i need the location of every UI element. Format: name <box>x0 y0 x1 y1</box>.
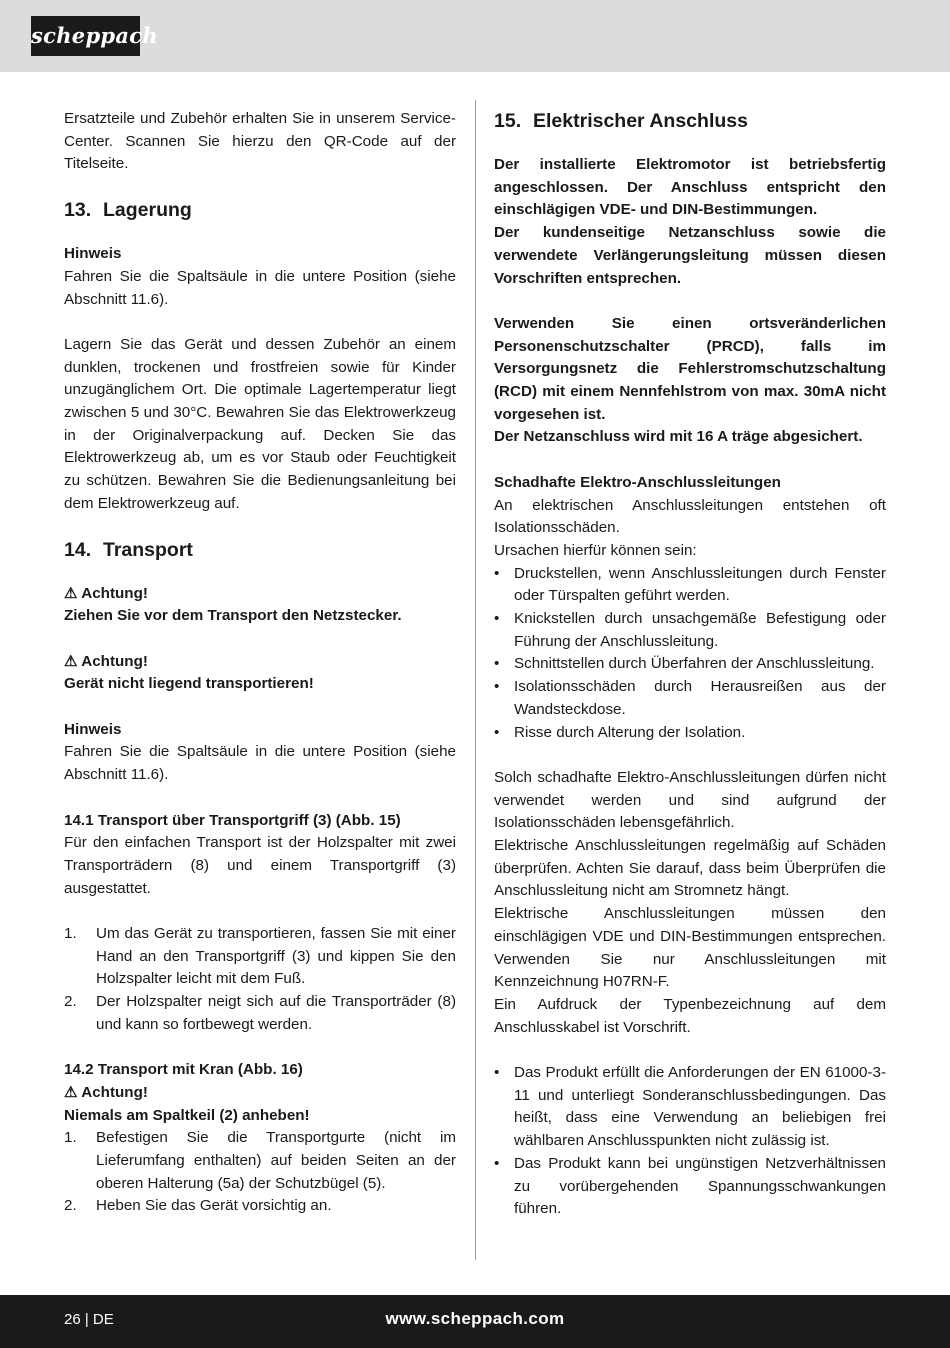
section-14-2-warning-label: ⚠ Achtung! <box>64 1083 148 1101</box>
intro-paragraph: Ersatzteile und Zubehör erhalten Sie in unserem Service-Center. Scannen Sie hierzu den QR-Code auf der Titelseite. <box>64 110 456 173</box>
step-text: Befestigen Sie die Transportgurte (nicht im Lieferumfang enthalten) auf beiden Seiten an der oberen Halterung (5a) der Schutzbügel (5). <box>96 1129 456 1192</box>
list-item <box>64 1127 456 1195</box>
column-divider <box>475 100 476 1260</box>
list-item <box>64 923 456 991</box>
section-14-1-steps <box>64 923 456 1037</box>
warning-1-text: Ziehen Sie vor dem Transport den Netzstecker. <box>64 607 402 625</box>
list-item: • Das Produkt erfüllt die Anforderungen der EN 61000-3-11 und unterliegt Sonderanschlussbedingungen. Das heißt, dass eine Verwendung an beliebigen frei wählbaren Anschlusspunkten nicht zulässig ist. <box>494 1062 886 1153</box>
section-13-title: Lagerung <box>103 199 192 222</box>
section-15-number: 15. <box>494 110 522 132</box>
step-number: 2. <box>64 1197 77 1215</box>
website-url: www.scheppach.com <box>385 1309 565 1328</box>
step-text: Heben Sie das Gerät vorsichtig an. <box>96 1197 332 1215</box>
section-14-1-body: Für den einfachen Transport ist der Holzspalter mit zwei Transporträdern (8) und einem Transportgriff (3) ausgestattet. <box>64 834 456 897</box>
scheppach-logo: scheppach <box>31 16 140 56</box>
check-cables-text: Elektrische Anschlussleitungen regelmäßig auf Schäden überprüfen. Achten Sie darauf, dass beim Überprüfen die Anschlussleitung nicht am Stromnetz hängt. <box>494 837 886 900</box>
section-14-number: 14. <box>64 538 92 561</box>
step-number: 2. <box>64 993 77 1011</box>
compliance-list <box>494 1062 886 1221</box>
section-14-note-text: Fahren Sie die Spaltsäule in die untere Position (siehe Abschnitt 11.6). <box>64 743 456 784</box>
section-13-body: Lagern Sie das Gerät und dessen Zubehör an einem dunklen, trockenen und frostfreien sowie für Kinder unzugänglichem Ort. Die optimale Lagertemperatur liegt zwischen 5 und 30°C. Bewahren Sie das Elektrowerkzeug in der Originalverpackung auf. Decken Sie das Elektrowerkzeug ab, um es vor Staub oder Feuchtigkeit zu schützen. Bewahren Sie die Bedienungsanleitung bei dem Elektrowerkzeug auf. <box>64 335 456 512</box>
list-item: • Risse durch Alterung der Isolation. <box>494 722 886 745</box>
section-13-heading <box>64 197 456 223</box>
section-15-heading <box>494 108 886 134</box>
prcd-text: Verwenden Sie einen ortsveränderlichen Personenschutzschalter (PRCD), falls im Versorgungsnetz die Fehlerstromschutzschaltung (RCD) mit einem Nennfehlstrom von max. 30mA nicht vorgesehen ist. <box>494 314 886 423</box>
section-14-1-title: 14.1 Transport über Transportgriff (3) (Abb. 15) <box>64 811 401 829</box>
list-item: • Knickstellen durch unsachgemäße Befestigung oder Führung der Anschlussleitung. <box>494 608 886 653</box>
right-column <box>494 108 886 1221</box>
damaged-cables-warning: Solch schadhafte Elektro-Anschlussleitungen dürfen nicht verwendet werden und sind aufgrund der Isolationsschäden lebensgefährlich. <box>494 768 886 832</box>
damaged-cables-intro: An elektrischen Anschlussleitungen entstehen oft Isolationsschäden. <box>494 496 886 537</box>
section-14-note-label: Hinweis <box>64 720 122 738</box>
warning-1-label: ⚠ Achtung! <box>64 584 148 602</box>
causes-list <box>494 563 886 745</box>
type-label-text: Ein Aufdruck der Typenbezeichnung auf dem Anschlusskabel ist Vorschrift. <box>494 995 886 1036</box>
step-text: Der Holzspalter neigt sich auf die Transporträder (8) und kann so fortbewegt werden. <box>96 993 456 1033</box>
page-number: 26 | DE <box>64 1311 114 1328</box>
fuse-text: Der Netzanschluss wird mit 16 A träge abgesichert. <box>494 428 863 446</box>
section-14-2-steps <box>64 1127 456 1218</box>
damaged-cables-title: Schadhafte Elektro-Anschlussleitungen <box>494 473 781 491</box>
page-footer <box>0 1295 950 1348</box>
section-14-2-warning-text: Niemals am Spaltkeil (2) anheben! <box>64 1106 310 1124</box>
section-14-2-title: 14.2 Transport mit Kran (Abb. 16) <box>64 1061 303 1079</box>
page-header <box>0 0 950 72</box>
list-item: • Schnittstellen durch Überfahren der Anschlussleitung. <box>494 653 886 676</box>
warning-2-label: ⚠ Achtung! <box>64 652 148 670</box>
section-13-note-label: Hinweis <box>64 245 122 263</box>
section-14-heading <box>64 537 456 563</box>
list-item <box>64 991 456 1036</box>
section-13-number: 13. <box>64 199 92 222</box>
warning-2-text: Gerät nicht liegend transportieren! <box>64 675 314 693</box>
step-number: 1. <box>64 1129 77 1147</box>
vde-din-text: Elektrische Anschlussleitungen müssen den einschlägigen VDE und DIN-Bestimmungen entsprechen. Verwenden Sie nur Anschlussleitungen mit Kennzeichnung H07RN-F. <box>494 905 886 991</box>
list-item: • Druckstellen, wenn Anschlussleitungen durch Fenster oder Türspalten geführt werden. <box>494 563 886 608</box>
step-number: 1. <box>64 925 77 943</box>
section-15-title: Elektrischer Anschluss <box>533 110 748 132</box>
customer-connection-text: Der kundenseitige Netzanschluss sowie die verwendete Verlängerungsleitung müssen diesen Vorschriften entsprechen. <box>494 224 886 287</box>
causes-intro: Ursachen hierfür können sein: <box>494 541 697 559</box>
section-14-title: Transport <box>103 538 193 561</box>
section-13-note-text: Fahren Sie die Spaltsäule in die untere Position (siehe Abschnitt 11.6). <box>64 267 456 308</box>
step-text: Um das Gerät zu transportieren, fassen Sie mit einer Hand an den Transportgriff (3) und kippen Sie den Holzspalter leicht mit dem Fuß. <box>96 925 456 988</box>
list-item <box>64 1195 456 1218</box>
list-item: • Isolationsschäden durch Herausreißen aus der Wandsteckdose. <box>494 676 886 721</box>
motor-connection-text: Der installierte Elektromotor ist betriebsfertig angeschlossen. Der Anschluss entspricht den einschlägigen VDE- und DIN-Bestimmungen. <box>494 156 886 219</box>
left-column <box>64 108 456 1218</box>
list-item: • Das Produkt kann bei ungünstigen Netzverhältnissen zu vorübergehenden Spannungsschwankungen führen. <box>494 1153 886 1221</box>
